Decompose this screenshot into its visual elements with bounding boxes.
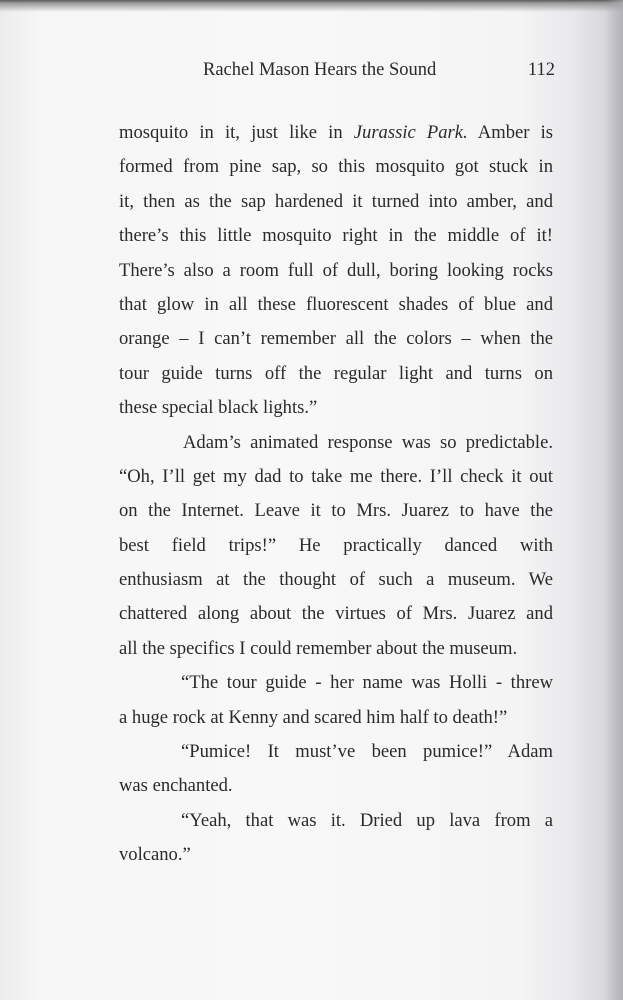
text-line-21: “Yeah, that was it. Dried up lava from a <box>181 809 553 831</box>
book-title-jurassic-park: Jurassic Park. <box>353 122 468 143</box>
text-line-20: was enchanted. <box>119 775 233 797</box>
text-line-22: volcano.” <box>119 844 191 866</box>
text-line-17: “The tour guide - her name was Holli - threw <box>181 672 553 694</box>
text-line-5: There’s also a room full of dull, boring looking rocks <box>119 259 553 281</box>
text-line-4: there’s this little mosquito right in the middle of it! <box>119 225 553 247</box>
text-line-9: these special black lights.” <box>119 397 318 419</box>
text-line-1 <box>119 116 553 150</box>
page-gutter-shadow <box>605 0 623 1000</box>
text-line-11: “Oh, I’ll get my dad to take me there. I’ll check it out <box>119 465 553 487</box>
text-line-6: that glow in all these fluorescent shades of blue and <box>119 293 553 315</box>
text-line-2: formed from pine sap, so this mosquito got stuck in <box>119 156 553 178</box>
running-title: Rachel Mason Hears the Sound <box>203 60 437 80</box>
text-line-8: tour guide turns off the regular light and turns on <box>119 362 553 384</box>
text-line-3: it, then as the sap hardened it turned into amber, and <box>119 190 553 212</box>
text-line-13: best field trips!” He practically danced with <box>119 534 553 556</box>
text-line-19: “Pumice! It must’ve been pumice!” Adam <box>181 741 553 763</box>
text-line-14: enthusiasm at the thought of such a museum. We <box>119 569 553 591</box>
text-line-1-start: mosquito in it, just like in <box>119 122 354 143</box>
body-text <box>119 116 553 873</box>
text-line-18: a huge rock at Kenny and scared him half to death!” <box>119 706 508 728</box>
page-number: 112 <box>527 60 555 80</box>
text-line-10: Adam’s animated response was so predictable. <box>183 431 553 453</box>
scan-top-edge <box>0 0 623 12</box>
text-line-1-end: Amber is <box>467 122 553 143</box>
text-line-15: chattered along about the virtues of Mrs. Juarez and <box>119 603 553 625</box>
text-line-12: on the Internet. Leave it to Mrs. Juarez to have the <box>119 500 553 522</box>
text-line-7: orange – I can’t remember all the colors – when the <box>119 328 553 350</box>
text-line-16: all the specifics I could remember about the museum. <box>119 637 518 659</box>
running-header <box>203 58 555 82</box>
